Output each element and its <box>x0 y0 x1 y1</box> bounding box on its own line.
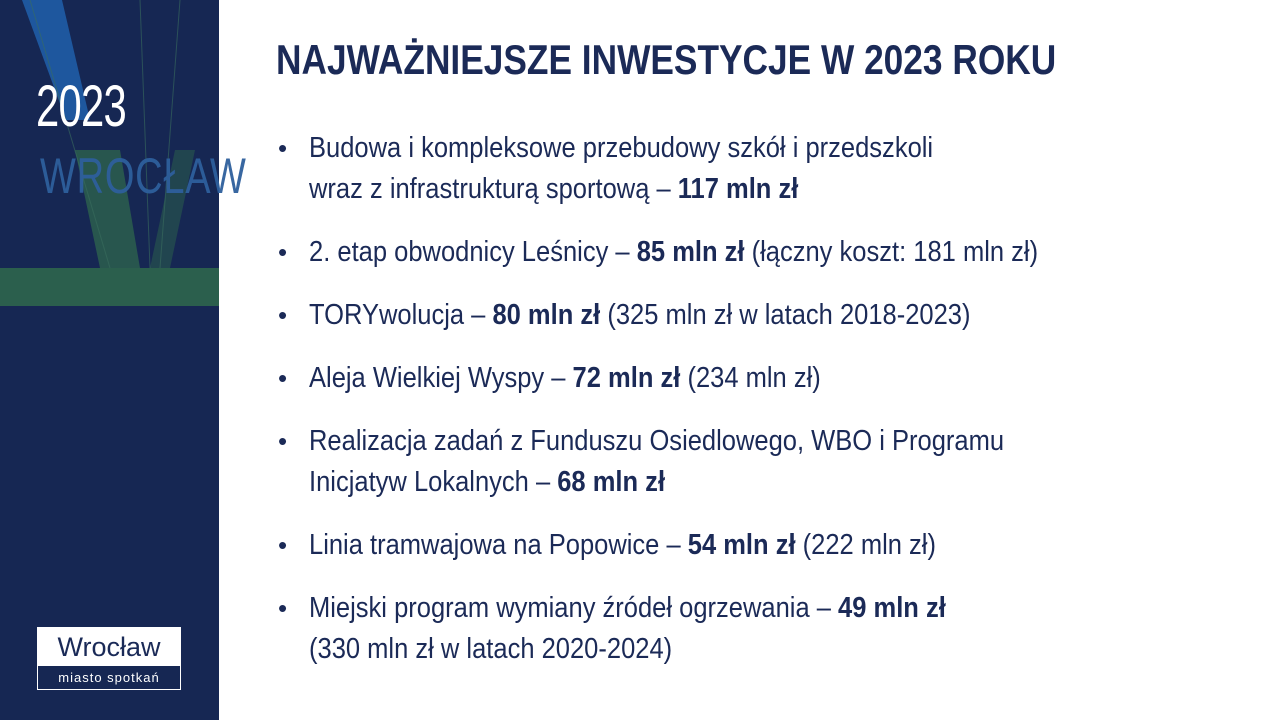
item-note: (łączny koszt: 181 mln zł) <box>744 236 1039 268</box>
bullet: • <box>278 133 288 163</box>
item-amount: 49 mln zł <box>838 592 946 624</box>
item-text: Linia tramwajowa na Popowice – <box>309 529 688 561</box>
item-amount: 85 mln zł <box>636 236 745 268</box>
bullet: • <box>278 363 288 393</box>
item-amount: 54 mln zł <box>687 529 796 561</box>
item-amount: 68 mln zł <box>557 466 666 498</box>
bullet: • <box>278 300 288 330</box>
bullet: • <box>278 593 288 623</box>
item-note: (325 mln zł w latach 2018-2023) <box>600 299 971 331</box>
list-item <box>278 295 1228 336</box>
item-text: 2. etap obwodnicy Leśnicy – <box>309 236 637 268</box>
item-text: Aleja Wielkiej Wyspy – <box>309 362 573 394</box>
item-note: (222 mln zł) <box>795 529 936 561</box>
list-item <box>278 358 1228 399</box>
investment-list <box>278 128 1228 692</box>
item-note: (330 mln zł w latach 2020-2024) <box>309 633 673 665</box>
item-text: Inicjatyw Lokalnych – <box>309 466 558 498</box>
list-item <box>278 232 1228 273</box>
list-item <box>278 588 1228 670</box>
list-item <box>278 525 1228 566</box>
sidebar-panel <box>0 0 247 720</box>
city-label: WROCŁAW <box>40 148 247 204</box>
logo-name: Wrocław <box>38 628 180 666</box>
bullet: • <box>278 237 288 267</box>
item-amount: 117 mln zł <box>677 173 799 205</box>
item-amount: 72 mln zł <box>572 362 681 394</box>
item-text: Budowa i kompleksowe przebudowy szkół i przedszkoli <box>309 132 934 164</box>
wroclaw-logo <box>37 627 181 690</box>
item-text: TORYwolucja – <box>309 299 493 331</box>
logo-tagline: miasto spotkań <box>58 670 160 685</box>
page-title: NAJWAŻNIEJSZE INWESTYCJE W 2023 ROKU <box>276 36 1057 83</box>
item-text: Miejski program wymiany źródeł ogrzewania – <box>309 592 839 624</box>
list-item <box>278 128 1228 210</box>
item-text: wraz z infrastrukturą sportową – <box>309 173 678 205</box>
year-label: 2023 <box>36 74 127 139</box>
item-text: Realizacja zadań z Funduszu Osiedlowego, WBO i Programu <box>309 425 1005 457</box>
bullet: • <box>278 426 288 456</box>
item-amount: 80 mln zł <box>492 299 601 331</box>
list-item <box>278 421 1228 503</box>
item-note: (234 mln zł) <box>680 362 821 394</box>
bullet: • <box>278 530 288 560</box>
